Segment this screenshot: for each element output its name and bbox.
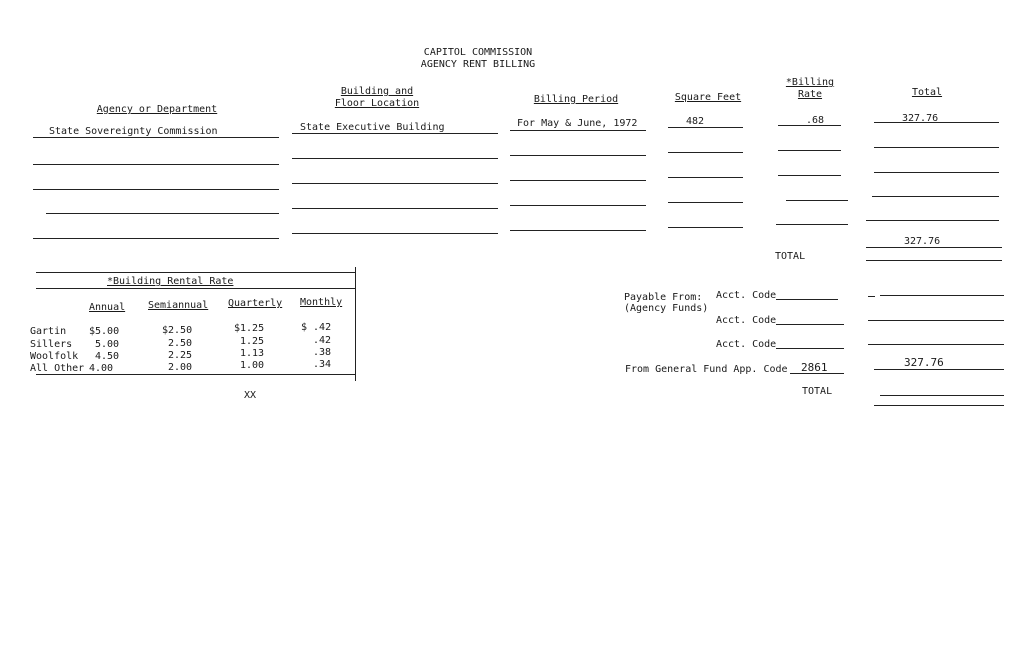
rate-row-monthly: $ .42 [301,322,332,333]
col-header-period: Billing Period [533,94,619,105]
summary-total-label: TOTAL [775,251,806,262]
rate-row-annual: 4.00 [89,363,114,374]
line-building-2 [292,158,498,159]
payment-total-label: TOTAL [802,386,833,397]
rate-row-name: Sillers [30,339,73,350]
rate-table-bottom-rule [36,374,356,375]
line-rate-3 [778,175,841,176]
line-sqft-5 [668,227,743,228]
line-summary-total-1 [866,247,1002,248]
acct-code-label-1: Acct. Code [716,290,777,301]
rate-row-name: Gartin [30,326,67,337]
line-agency-3 [33,189,279,190]
line-sqft-1 [668,127,743,128]
rate-row-annual: 4.50 [95,351,120,362]
agency-funds-label: (Agency Funds) [624,303,709,314]
line-agency-4 [46,213,279,214]
rate-row-quarterly: 1.00 [240,360,265,371]
line-summary-total-2 [866,260,1002,261]
line-rate-1 [778,125,841,126]
rate-table-right-border [355,267,356,381]
rate-row-semiannual: 2.00 [168,362,193,373]
line-rate-5 [776,224,848,225]
rate-row-monthly: .38 [313,347,332,358]
line-period-1 [510,130,646,131]
row1-total: 327.76 [902,113,939,124]
rate-row-name: Woolfolk [30,351,79,362]
line-rate-2 [778,150,841,151]
general-fund-amount-line [874,369,1004,370]
acct-code-field-1 [776,299,838,300]
rate-row-quarterly: 1.13 [240,348,265,359]
summary-total-value: 327.76 [904,236,941,247]
col-header-rate-line2: Rate [797,89,823,100]
line-sqft-4 [668,202,743,203]
row1-building: State Executive Building [300,122,445,133]
line-agency-1 [33,137,279,138]
rate-header-quarterly: Quarterly [228,298,283,309]
row1-agency: State Sovereignty Commission [49,126,218,137]
line-agency-5 [33,238,279,239]
line-rate-4 [786,200,848,201]
line-total-5 [866,220,999,221]
line-building-5 [292,233,498,234]
line-total-3 [874,172,999,173]
line-building-1 [292,133,498,134]
line-total-2 [874,147,999,148]
acct-code-field-3 [776,348,844,349]
general-fund-code: 2861 [801,361,828,374]
rate-row-quarterly: $1.25 [234,323,265,334]
line-agency-2 [33,164,279,165]
col-header-agency: Agency or Department [96,104,218,115]
general-fund-label: From General Fund App. Code [625,364,788,375]
rate-row-semiannual: 2.50 [168,338,193,349]
rate-row-quarterly: 1.25 [240,336,265,347]
col-header-building-line1: Building and [340,86,414,97]
document-title [421,47,535,71]
col-header-building-line2: Floor Location [334,98,420,109]
rate-row-name: All Other [30,363,85,374]
rate-row-semiannual: 2.25 [168,350,193,361]
rate-row-monthly: .34 [313,359,332,370]
line-total-4 [872,196,999,197]
line-building-4 [292,208,498,209]
col-header-rate [786,77,834,101]
row1-period: For May & June, 1972 [517,118,638,129]
rate-row-monthly: .42 [313,335,332,346]
title-line-1: CAPITOL COMMISSION [423,47,533,58]
acct-code-amount-1-dash [868,296,875,297]
col-header-building [335,86,419,110]
line-period-4 [510,205,646,206]
line-period-5 [510,230,646,231]
line-sqft-3 [668,177,743,178]
title-line-2: AGENCY RENT BILLING [420,59,536,70]
rate-header-semiannual: Semiannual [148,300,209,311]
rate-table-title: *Building Rental Rate [107,276,234,287]
payment-total-line-1 [880,395,1004,396]
acct-code-amount-3 [868,344,1004,345]
footnote-mark: XX [244,390,257,401]
line-period-2 [510,155,646,156]
rate-header-monthly: Monthly [300,297,343,308]
line-sqft-2 [668,152,743,153]
acct-code-label-2: Acct. Code [716,315,777,326]
line-building-3 [292,183,498,184]
rate-header-annual: Annual [89,302,126,313]
col-header-rate-line1: *Billing [785,77,835,88]
row1-sqft: 482 [686,116,705,127]
rate-row-semiannual: $2.50 [162,325,193,336]
payable-from-label: Payable From: [624,292,703,303]
line-period-3 [510,180,646,181]
col-header-total: Total [911,87,943,98]
acct-code-field-2 [776,324,844,325]
general-fund-amount: 327.76 [904,356,944,369]
line-total-1 [874,122,999,123]
rate-row-annual: 5.00 [95,339,120,350]
acct-code-label-3: Acct. Code [716,339,777,350]
payment-total-line-2 [874,405,1004,406]
general-fund-code-field [790,373,844,374]
col-header-sqft: Square Feet [674,92,742,103]
acct-code-amount-1 [880,295,1004,296]
rate-table-title-rule [36,288,356,289]
rate-row-annual: $5.00 [89,326,120,337]
rate-table-top-rule [36,272,356,273]
acct-code-amount-2 [868,320,1004,321]
row1-rate: .68 [806,115,825,126]
